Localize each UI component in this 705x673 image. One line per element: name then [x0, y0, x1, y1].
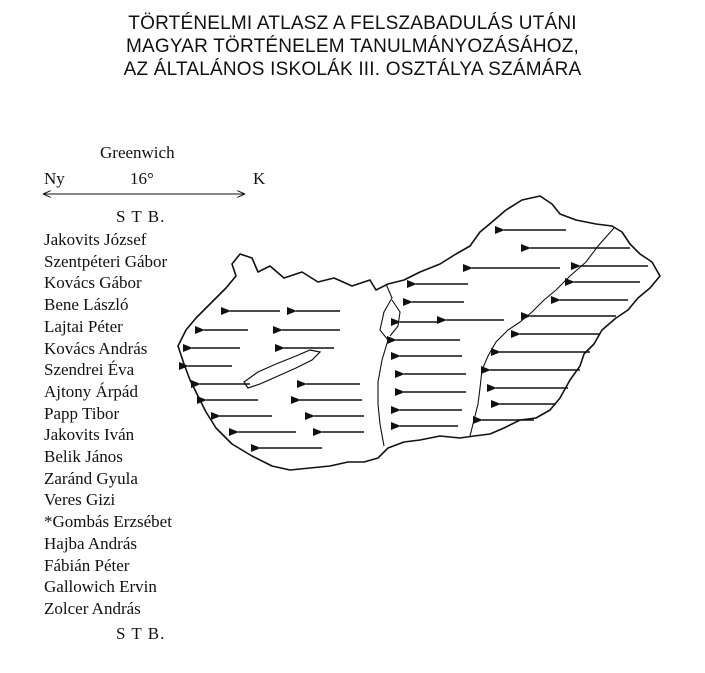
list-item: Lajtai Péter	[44, 316, 123, 336]
list-item: Jakovits Iván	[44, 425, 135, 445]
list-item: Bene László	[44, 295, 129, 315]
arrow-field	[188, 230, 648, 448]
list-item: Ajtony Árpád	[44, 381, 138, 401]
list-item: Belik János	[44, 447, 123, 467]
lake-balaton	[244, 350, 320, 388]
west-label: Ny	[44, 169, 65, 188]
list-item: Fábián Péter	[44, 555, 130, 575]
title-line-3: AZ ÁLTALÁNOS ISKOLÁK III. OSZTÁLYA SZÁMÁRA	[123, 59, 582, 80]
list-item: Veres Gizi	[44, 490, 116, 510]
list-item: Papp Tibor	[44, 403, 120, 423]
title-line-2: MAGYAR TÖRTÉNELEM TANULMÁNYOZÁSÁHOZ,	[125, 36, 580, 57]
list-item: Jakovits József	[44, 230, 147, 249]
danube-island	[390, 300, 400, 336]
list-item: Zaránd Gyula	[44, 468, 138, 488]
list-item: Gallowich Ervin	[44, 577, 157, 597]
danube-river	[378, 284, 392, 446]
list-item: *Gombás Erzsébet	[44, 512, 172, 532]
list-item: Kovács Gábor	[44, 273, 142, 293]
degree-label: 16°	[130, 169, 154, 188]
stb-top: S T B.	[116, 207, 166, 226]
east-label: K	[253, 169, 266, 188]
tisza-river	[470, 228, 614, 436]
list-item: Hajba András	[44, 533, 138, 553]
list-item: Zolcer András	[44, 598, 141, 618]
stb-bottom: S T B.	[116, 624, 166, 643]
meridian-label: Greenwich	[100, 143, 175, 162]
country-border	[178, 196, 660, 470]
title-line-1: TÖRTÉNELMI ATLASZ A FELSZABADULÁS UTÁNI	[128, 13, 577, 34]
list-item: Szentpéteri Gábor	[44, 251, 168, 271]
list-item: Szendrei Éva	[44, 360, 135, 380]
list-item: Kovács András	[44, 338, 148, 358]
